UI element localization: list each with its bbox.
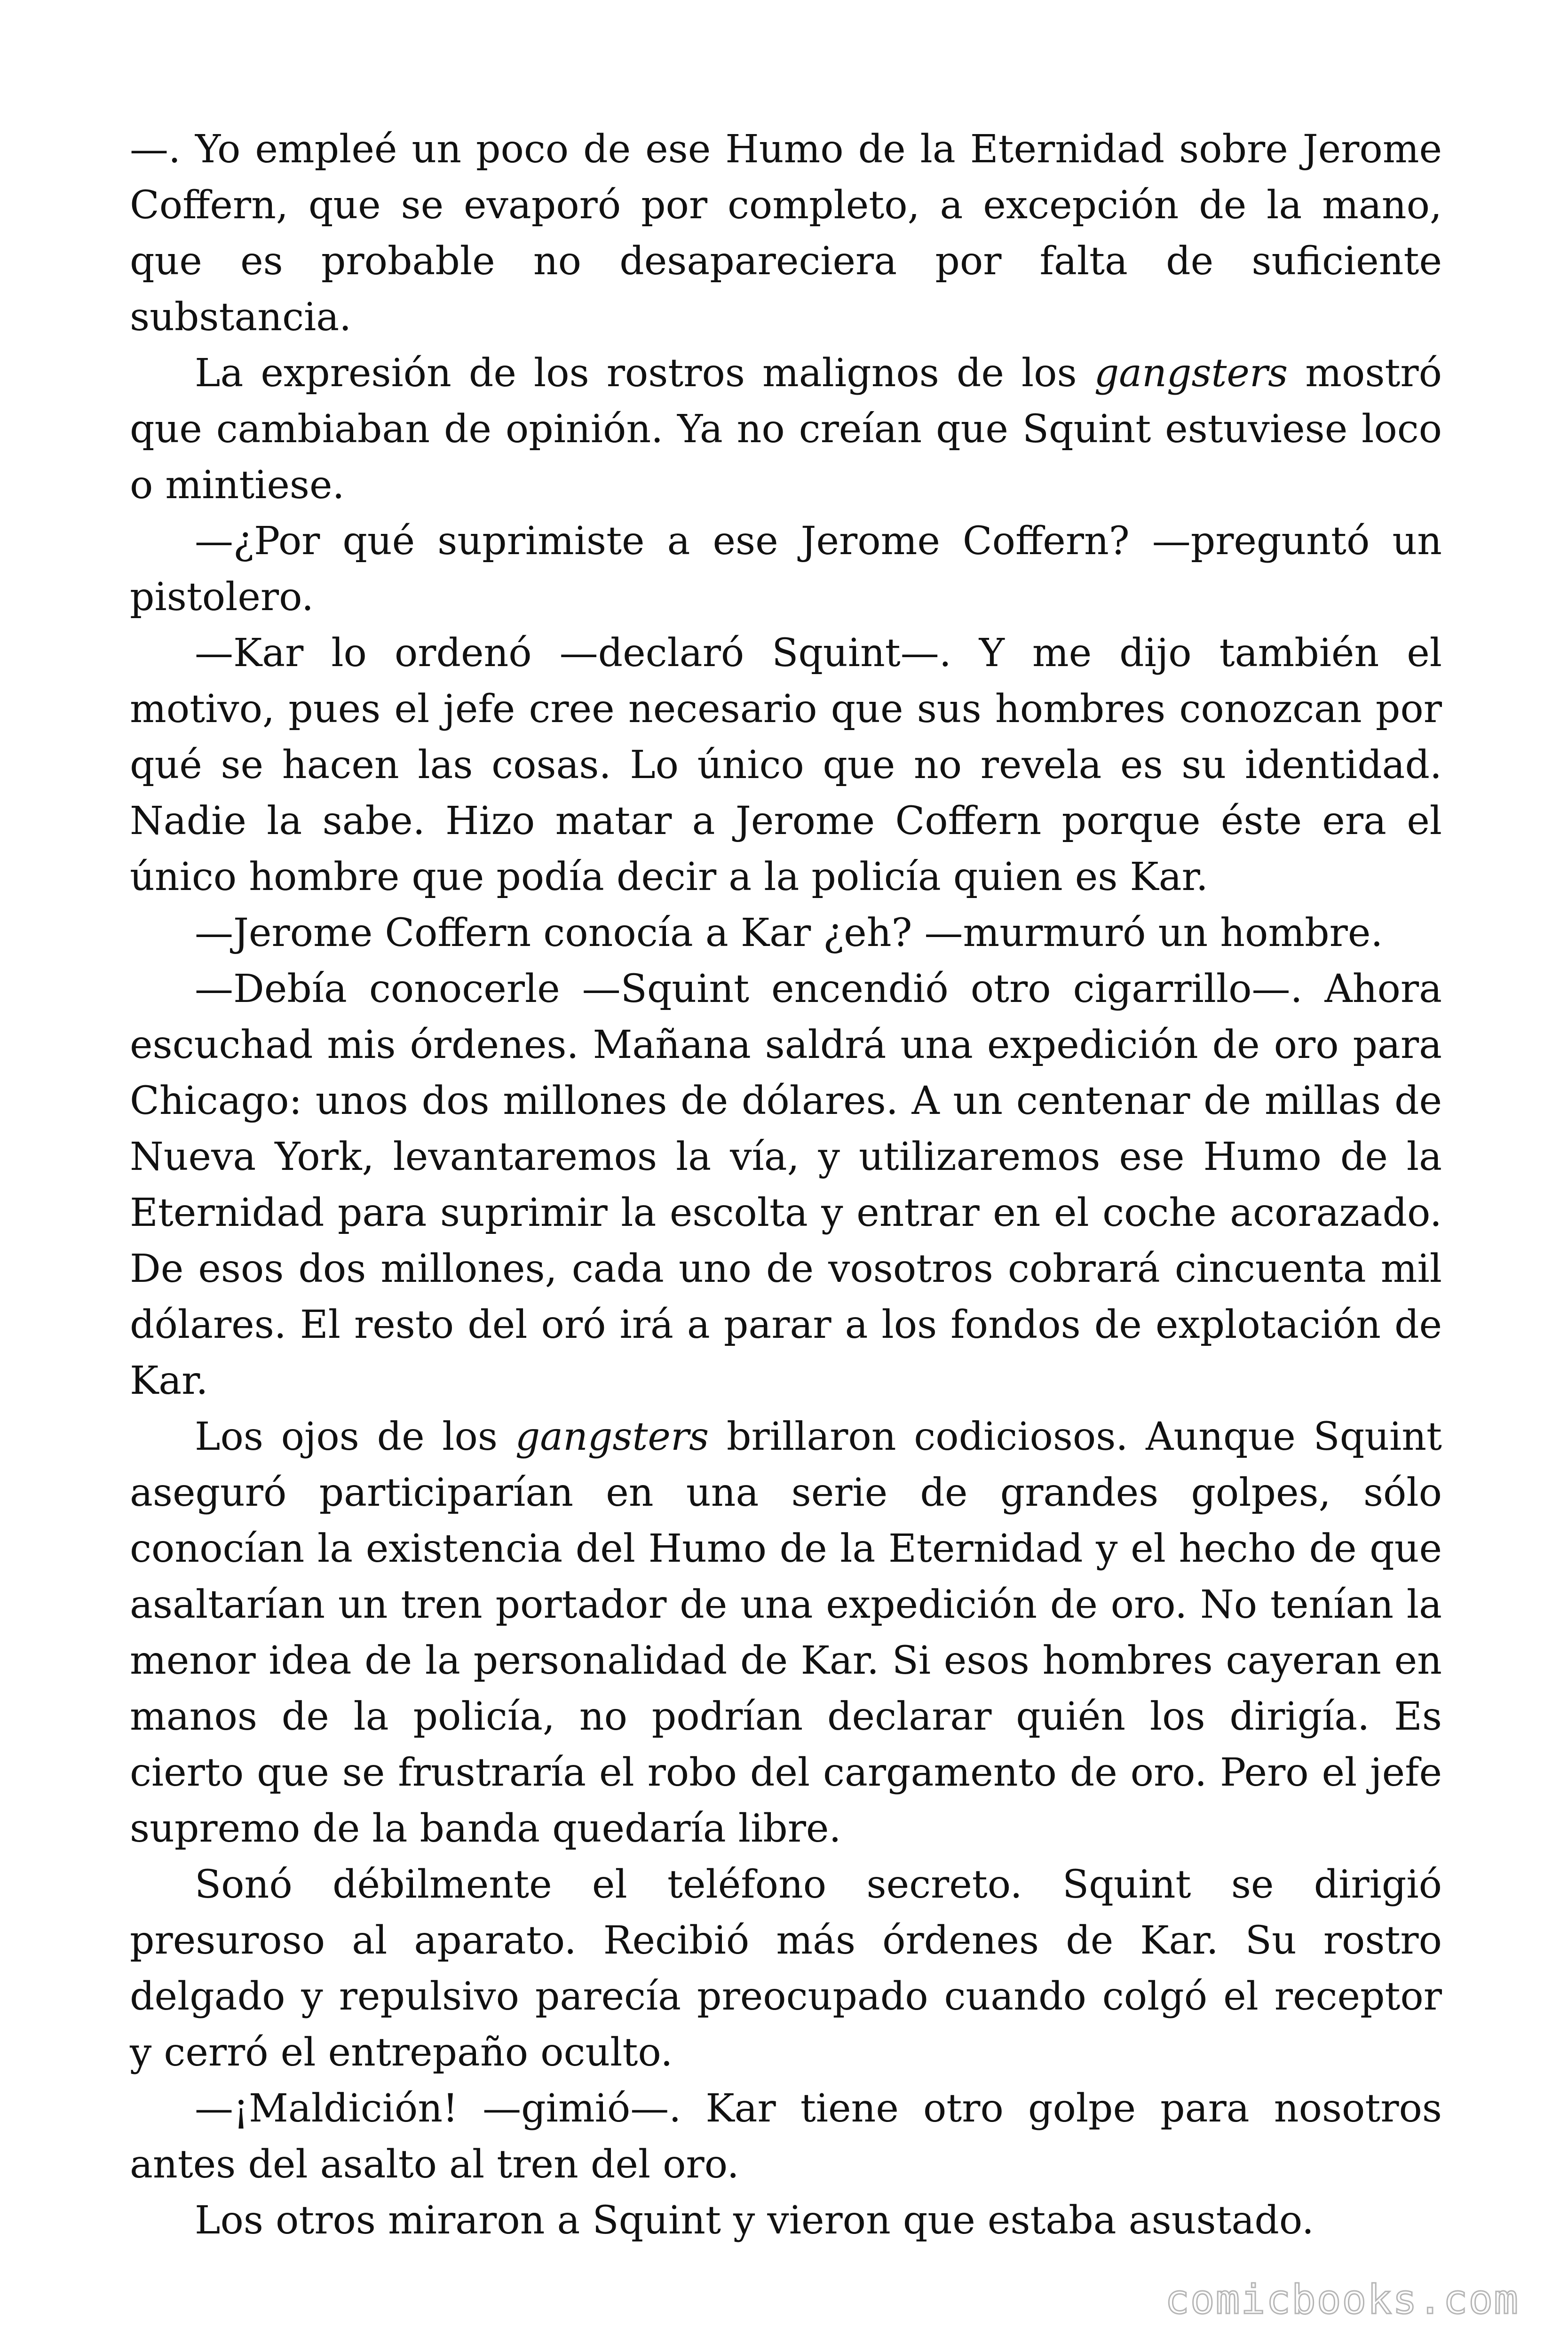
watermark: comicbooks.com (1165, 2276, 1519, 2323)
paragraph: —. Yo empleé un poco de ese Humo de la Eternidad sobre Jerome Coffern, que se evaporó por completo, a excepción de la mano, que es probable no desapareciera por falta de suficiente substancia. (130, 127, 1442, 340)
paragraph: —Debía conocerle —Squint encendió otro cigarrillo—. Ahora escuchad mis órdenes. Mañana saldrá una expedición de oro para Chicago: unos dos millones de dólares. A un centenar de millas de Nueva York, levantaremos la vía, y utilizaremos ese Humo de la Eternidad para suprimir la escolta y entrar en el coche acorazado. De esos dos millones, cada uno de vosotros cobrará cincuenta mil dólares. El resto del oró irá a parar a los fondos de explotación de Kar. (130, 967, 1442, 1403)
page-text (130, 121, 1442, 2249)
italic-term: gangsters (515, 1414, 709, 1459)
paragraph: La expresión de los rostros malignos de los gangsters mostró que cambiaban de opinión. Ya no creían que Squint estuviese loco o mintiese. (130, 351, 1442, 508)
italic-term: gangsters (1094, 351, 1288, 396)
paragraph: —Kar lo ordenó —declaró Squint—. Y me dijo también el motivo, pues el jefe cree necesario que sus hombres conozcan por qué se hacen las cosas. Lo único que no revela es su identidad. Nadie la sabe. Hizo matar a Jerome Coffern porque éste era el único hombre que podía decir a la policía quien es Kar. (130, 631, 1442, 899)
paragraph: Los otros miraron a Squint y vieron que estaba asustado. (195, 2198, 1314, 2243)
paragraph: —Jerome Coffern conocía a Kar ¿eh? —murmuró un hombre. (195, 911, 1383, 955)
paragraph: —¿Por qué suprimiste a ese Jerome Coffern? —preguntó un pistolero. (130, 519, 1442, 620)
paragraph: Los ojos de los gangsters brillaron codiciosos. Aunque Squint aseguró participarían en una serie de grandes golpes, sólo conocían la existencia del Humo de la Eternidad y el hecho de que asaltarían un tren portador de una expedición de oro. No tenían la menor idea de la personalidad de Kar. Si esos hombres cayeran en manos de la policía, no podrían declarar quién los dirigía. Es cierto que se frustraría el robo del cargamento de oro. Pero el jefe supremo de la banda quedaría libre. (130, 1414, 1442, 1851)
paragraph: —¡Maldición! —gimió—. Kar tiene otro golpe para nosotros antes del asalto al tren del oro. (130, 2086, 1442, 2187)
paragraph: Sonó débilmente el teléfono secreto. Squint se dirigió presuroso al aparato. Recibió más órdenes de Kar. Su rostro delgado y repulsivo parecía preocupado cuando colgó el receptor y cerró el entrepaño oculto. (130, 1862, 1442, 2075)
